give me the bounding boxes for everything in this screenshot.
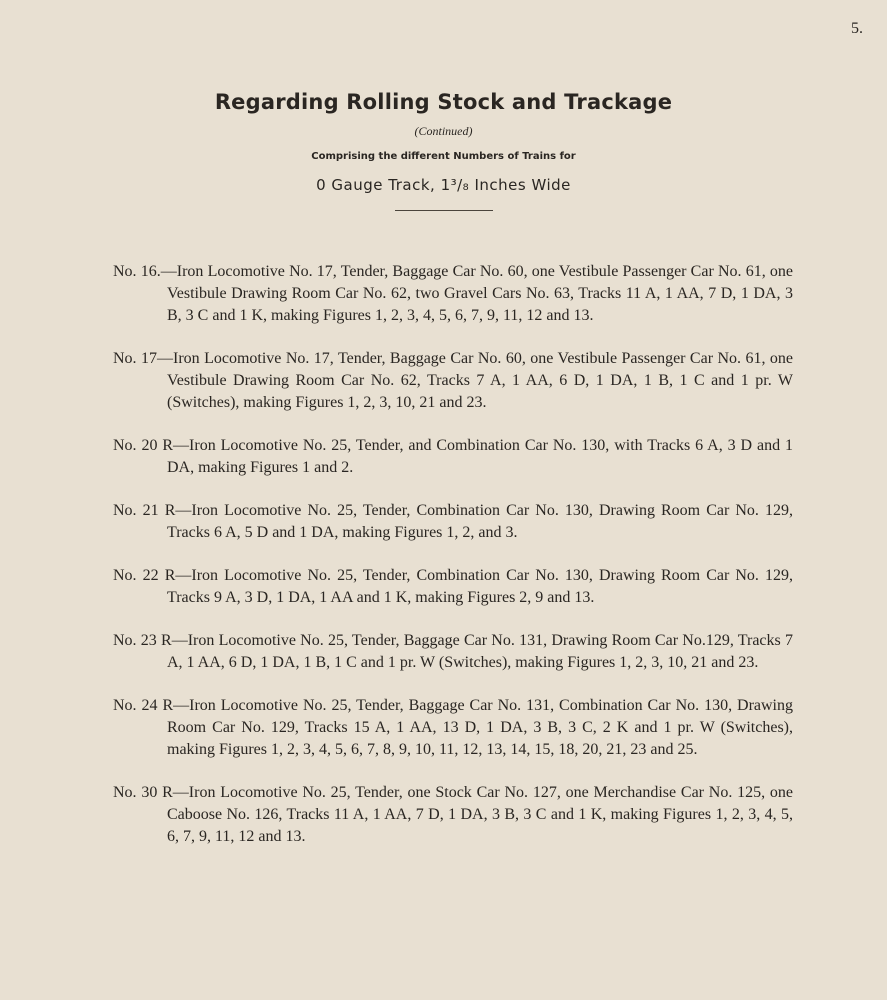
train-entry: No. 30 R—Iron Locomotive No. 25, Tender, one Stock Car No. 127, one Merchandise Car No. 125, one Caboose No. 126, Tracks 11 A, 1 AA, 7 D, 1 DA, 3 B, 3 C and 1 K, making Figures 1, 2, 3, 4, 5, 6, 7, 9, 11, 12 and 13. xyxy=(113,784,793,845)
train-entry: No. 20 R—Iron Locomotive No. 25, Tender, and Combination Car No. 130, with Tracks 6 A, 3 D and 1 DA, making Figures 1 and 2. xyxy=(113,437,793,476)
page-title: Regarding Rolling Stock and Trackage xyxy=(214,90,673,114)
divider-rule xyxy=(395,210,493,211)
comprising-line: Comprising the different Numbers of Trains for xyxy=(311,151,576,162)
train-entry: No. 21 R—Iron Locomotive No. 25, Tender, Combination Car No. 130, Drawing Room Car No. 129, Tracks 6 A, 5 D and 1 DA, making Figures 1, 2, and 3. xyxy=(113,502,793,541)
page-header xyxy=(0,90,887,211)
train-entries-list xyxy=(113,245,793,869)
train-entry: No. 22 R—Iron Locomotive No. 25, Tender, Combination Car No. 130, Drawing Room Car No. 129, Tracks 9 A, 3 D, 1 DA, 1 AA and 1 K, making Figures 2, 9 and 13. xyxy=(113,567,793,606)
page-subtitle: (Continued) xyxy=(414,124,473,138)
train-entry: No. 16.—Iron Locomotive No. 17, Tender, Baggage Car No. 60, one Vestibule Passenger Car No. 61, one Vestibule Drawing Room Car No. 62, two Gravel Cars No. 63, Tracks 11 A, 1 AA, 7 D, 1 DA, 3 B, 3 C and 1 K, making Figures 1, 2, 3, 4, 5, 6, 7, 9, 11, 12 and 13. xyxy=(113,263,793,324)
train-entry: No. 23 R—Iron Locomotive No. 25, Tender, Baggage Car No. 131, Drawing Room Car No.129, Tracks 7 A, 1 AA, 6 D, 1 DA, 1 B, 1 C and 1 pr. W (Switches), making Figures 1, 2, 3, 10, 21 and 23. xyxy=(113,632,793,671)
train-entry: No. 24 R—Iron Locomotive No. 25, Tender, Baggage Car No. 131, Combination Car No. 130, Drawing Room Car No. 129, Tracks 15 A, 1 AA, 13 D, 1 DA, 3 B, 3 C, 2 K and 1 pr. W (Switches), making Figures 1, 2, 3, 4, 5, 6, 7, 8, 9, 10, 11, 12, 13, 14, 15, 18, 20, 21, 23 and 25. xyxy=(113,697,793,758)
page-number: 5. xyxy=(851,20,863,37)
gauge-line: 0 Gauge Track, 1³/₈ Inches Wide xyxy=(316,176,571,194)
train-entry: No. 17—Iron Locomotive No. 17, Tender, Baggage Car No. 60, one Vestibule Passenger Car No. 61, one Vestibule Drawing Room Car No. 62, Tracks 7 A, 1 AA, 6 D, 1 DA, 1 B, 1 C and 1 pr. W (Switches), making Figures 1, 2, 3, 10, 21 and 23. xyxy=(113,350,793,411)
